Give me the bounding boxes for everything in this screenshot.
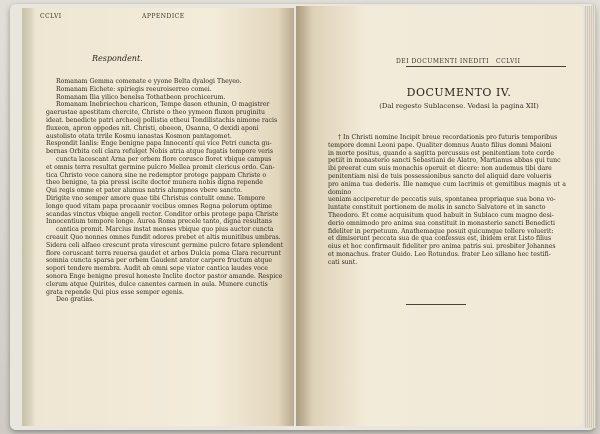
left-line-19: Innocentium tempore longe. Aurea Roma precele tanto, digna resultans: [46, 218, 272, 226]
right-line-7: pro anima tua dederis. Ille namque cum lacrimis et gemitibus magnis ut a domino: [328, 180, 566, 196]
left-line-17: longo quod vitam papa procaanir vocibus omnes Regna polorum optime: [46, 202, 272, 210]
page-edge-stain: [22, 8, 36, 426]
right-line-8: ueniam acciperetur de peccatis suis, spontanea propriaque sua bona vo-: [328, 196, 556, 204]
end-rule: [406, 304, 466, 305]
left-line-12: et omnis terra resultat germine pulcro Mellea promit clericus ordo. Can-: [46, 163, 275, 171]
left-line-6: ideat. benedicte patri archeoij pollistia etheui Tondilistachis nimone racis: [46, 116, 278, 124]
left-line-26: sonora Enge benigne presul honeste Inclite doctor pastor amande. Respice: [46, 272, 283, 280]
left-line-8: austolisto otata trrile Kosmu ianastas Kosmon pantagomet.: [46, 132, 232, 140]
right-body: [328, 134, 566, 267]
left-line-5: gaerustae apestitam chercite, Christe o theo yymeon fluxon pruginitu: [46, 109, 266, 117]
left-page-number: CCLVI: [40, 13, 62, 20]
left-line-15: Qui regis omne et pater alumus natris alumpnos vbere sancto.: [46, 187, 243, 195]
left-line-13: tica Christo voce canora sine ne redemptor protege pappam Christe o: [46, 171, 267, 179]
right-line-4: petiit in monasterio sancti Sebastiani de Alatro, Martianus abbas qui tunc: [328, 157, 561, 165]
right-line-10: Theodoro. Et come acquisitum quod habuit in Sublaco cum magno desi-: [328, 211, 554, 219]
right-line-12: fideliter in perpetuum. Anathemaque posuit quicumque tollere voluerit:: [328, 227, 554, 235]
left-line-10: bernas Orbita celi clara refulget Nobis atria atque fugatis tempore veris: [46, 148, 274, 156]
right-line-5: ibi preerat cum suis monachis operuit et dicere: non audemus tibi dare: [328, 165, 552, 173]
left-line-18: scandas vinctus vbique angeli rector. Conditor orbis protege papa Christe: [46, 210, 279, 218]
right-line-16: cati sunt.: [328, 258, 358, 266]
left-line-28: grata repende Qui pius esse semper egenis.: [46, 288, 184, 296]
left-line-25: sopori tendere membra. Audit ab omni sepe viator cantica laudes voce: [46, 265, 268, 273]
left-line-4: Romanam Inebriechou charicon, Tempe dason ethunin, O magistrer: [56, 101, 270, 109]
right-line-14: eius et hoc confirmauit fideliter pro anima patris sui. presbiter Johannes: [328, 243, 556, 251]
left-running-head: APPENDICE: [142, 13, 185, 20]
left-line-35: Deo gratias.: [56, 296, 95, 304]
left-line-24: somnia cuncta sparsa per orbem Gaudent arator carpere fructum atque: [46, 257, 272, 265]
right-line-3: in morte positus, quando a sagitta percussus est penitentiam tote corde: [328, 149, 554, 157]
right-line-13: et dimiserunt peccata sua de qua confessus est, ibidem erat Listo filius: [328, 235, 552, 243]
right-page: [296, 6, 582, 426]
document-title: DOCUMENTO IV.: [406, 86, 512, 99]
page-block-edge: [584, 6, 596, 428]
left-line-7: fluxeon, apron oppodes nit. Christi, obeeon, Osanna, O dexidi aponi: [46, 124, 259, 132]
right-line-6: penitentiam nisi de tuis possessionibus sancto del aliquid dare volueris: [328, 172, 552, 180]
document-subtitle: (Dal regesto Sublacense. Vedasi la pagina XII): [379, 102, 539, 110]
left-line-9: Respondit Ianlis: Enge benigne papa Innocenti qui vice Petri cuncta gu-: [46, 140, 272, 148]
left-line-22: Sidera celi alfaeo crescunt prata virescunt germine pulcro fetare splendent: [46, 241, 284, 249]
right-page-number: CCLVII: [496, 58, 521, 65]
left-line-2: Romanam Eichete: spiriegis reeuroiserreo comei.: [56, 85, 212, 93]
right-line-9: luntate constituit portionem de molis in sancto Salvatore et in sancto: [328, 204, 546, 212]
header-rule: [406, 66, 566, 67]
left-line-21: creauit Quo nonnes omnes fundit odores prebet et altis munitibus umbras.: [46, 233, 281, 241]
left-line-3: Romanam Ilia yilico benelsa Tothatbeon prochicerum.: [56, 93, 226, 101]
right-line-1: † In Christi nomine Incipit breue recordationis pro futuris temporibus: [338, 134, 558, 141]
left-line-16: Dirigite vno semper amore quae tibi Christus contulit omne. Tempore: [46, 194, 266, 202]
left-line-11: cuncta lacescant Arna per orbem flore corusco floret vbique campus: [56, 155, 272, 163]
left-line-1: Romanam Gemma comenate e yyone Belta dyalogi Theyeo.: [56, 78, 242, 85]
right-line-11: derio omnimodo pro anima sua constituit in monasterio sancti Benedicti: [328, 219, 555, 227]
left-line-27: clerum atque Quirites, dulce canentes carmen in aula. Munere cunctis: [46, 280, 268, 288]
left-body: [46, 78, 286, 304]
right-line-15: et monachus. frater Guido. Leo Rotundus. frater Leo sillano hec testifi-: [328, 250, 551, 258]
right-running-head: DEI DOCUMENTI INEDITI: [396, 58, 489, 65]
left-page: [22, 8, 294, 426]
left-line-23: flore coruscant terra reuersa gaudet et arbos Dulcia poma Clara recurrunt: [46, 249, 282, 257]
left-line-14: theo benigne, ta pia pressi iscite doctor munera nobis digna repende: [46, 179, 263, 187]
respondent-heading: Respondent.: [92, 54, 143, 63]
right-line-2: tempore domni Leoni pape. Qualiter domnus Auato filius domni Maioni: [328, 141, 552, 149]
left-line-20: cantica promit. Marcius instat menses vbique quo pius auctor cuncta: [56, 226, 274, 234]
